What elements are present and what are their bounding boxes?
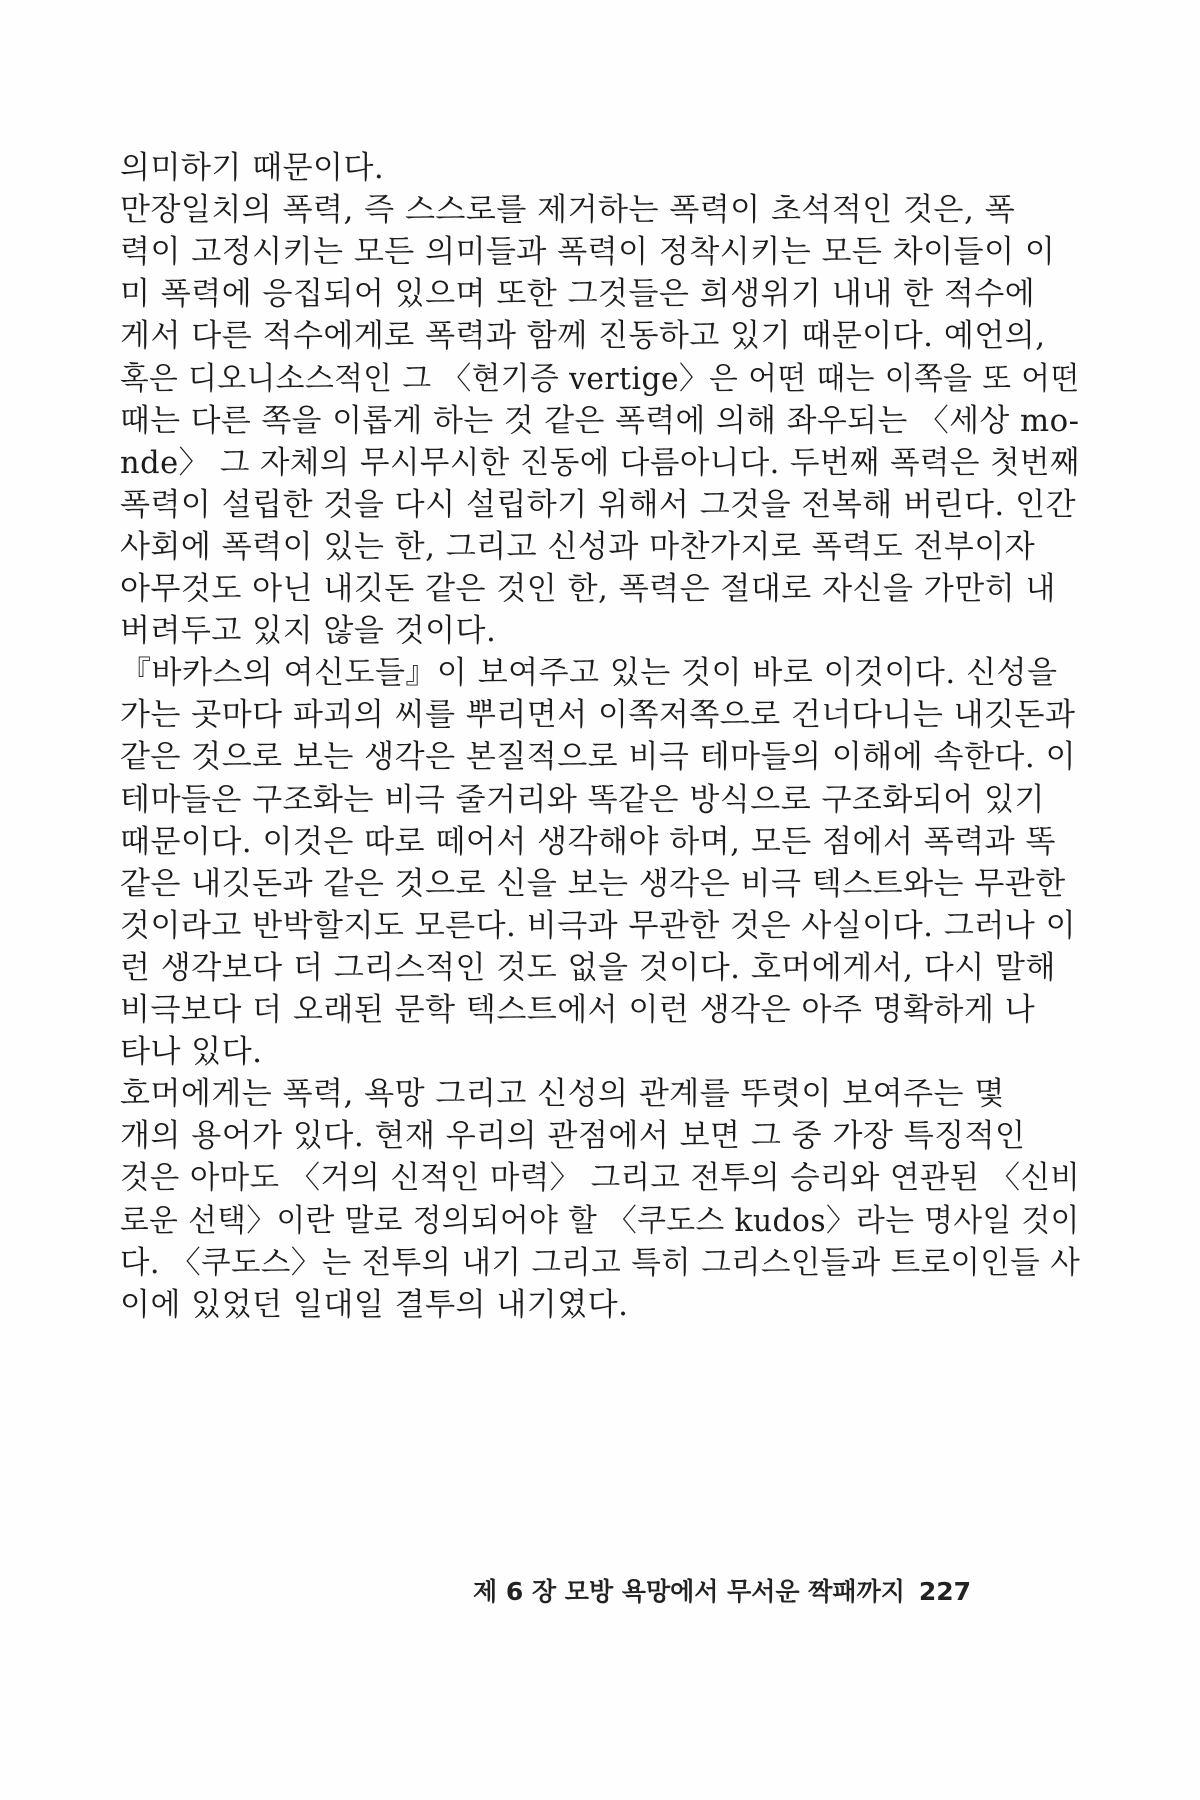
text-line: 것이라고 반박할지도 모른다. 비극과 무관한 것은 사실이다. 그러나 이	[120, 907, 1077, 944]
text-line: 때문이다. 이것은 따로 떼어서 생각해야 하며, 모든 점에서 폭력과 똑	[120, 823, 1056, 860]
text-line: 게서 다른 적수에게로 폭력과 함께 진동하고 있기 때문이다. 예언의,	[120, 318, 1046, 355]
text-line: 개의 용어가 있다. 현재 우리의 관점에서 보면 그 중 가장 특징적인	[120, 1118, 1026, 1155]
text-line: 폭력이 설립한 것을 다시 설립하기 위해서 그것을 전복해 버린다. 인간	[120, 486, 1077, 523]
text-line: 사회에 폭력이 있는 한, 그리고 신성과 마찬가지로 폭력도 전부이자	[120, 528, 1036, 565]
text-line: 비극보다 더 오래된 문학 텍스트에서 이런 생각은 아주 명확하게 나	[120, 992, 1036, 1028]
text-line: 호머에게는 폭력, 욕망 그리고 신성의 관계를 뚜렷이 보여주는 몇	[120, 1076, 1005, 1113]
text-line: 가는 곳마다 파괴의 씨를 뿌리면서 이쪽저쪽으로 건너다니는 내깃돈과	[120, 697, 1076, 734]
text-line: 『바카스의 여신도들』이 보여주고 있는 것이 바로 이것이다. 신성을	[120, 655, 1058, 692]
text-line: 같은 것으로 보는 생각은 본질적으로 비극 테마들의 이해에 속한다. 이	[120, 739, 1077, 776]
chapter-title: 제 6 장 모방 욕망에서 무서운 짝패까지	[473, 1577, 905, 1606]
text-line: 런 생각보다 더 그리스적인 것도 없을 것이다. 호머에게서, 다시 말해	[120, 949, 1056, 986]
text-line: 로운 선택〉이란 말로 정의되어야 할 〈쿠도스 kudos〉라는 명사일 것이	[120, 1202, 1080, 1239]
text-line: 아무것도 아닌 내깃돈 같은 것인 한, 폭력은 절대로 자신을 가만히 내	[120, 571, 1056, 607]
text-line: 만장일치의 폭력, 즉 스스로를 제거하는 폭력이 초석적인 것은, 폭	[120, 192, 1016, 229]
text-line: nde〉 그 자체의 무시무시한 진동에 다름아니다. 두번째 폭력은 첫번째	[120, 444, 1080, 481]
text-line: 타나 있다.	[120, 1034, 263, 1071]
text-line: 테마들은 구조화는 비극 줄거리와 똑같은 방식으로 구조화되어 있기	[120, 781, 1045, 818]
text-line: 혹은 디오니소스적인 그 〈현기증 vertige〉은 어떤 때는 이쪽을 또 어떤	[120, 360, 1080, 397]
text-line: 때는 다른 쪽을 이롭게 하는 것 같은 폭력에 의해 좌우되는 〈세상 mo-	[120, 402, 1080, 439]
text-line: 의미하기 때문이다.	[120, 150, 385, 186]
text-line: 이에 있었던 일대일 결투의 내기였다.	[120, 1286, 629, 1323]
running-footer	[473, 1572, 971, 1608]
page-number: 227	[918, 1577, 972, 1606]
text-line: 다. 〈쿠도스〉는 전투의 내기 그리고 특히 그리스인들과 트로이인들 사	[120, 1244, 1081, 1281]
text-line: 것은 아마도 〈거의 신적인 마력〉 그리고 전투의 승리와 연관된 〈신비	[120, 1160, 1081, 1197]
text-line: 력이 고정시키는 모든 의미들과 폭력이 정착시키는 모든 차이들이 이	[120, 234, 1056, 271]
text-line: 미 폭력에 응집되어 있으며 또한 그것들은 희생위기 내내 한 적수에	[120, 276, 1036, 313]
text-line: 같은 내깃돈과 같은 것으로 신을 보는 생각은 비극 텍스트와는 무관한	[120, 865, 1066, 902]
text-line: 버려두고 있지 않을 것이다.	[120, 613, 497, 650]
